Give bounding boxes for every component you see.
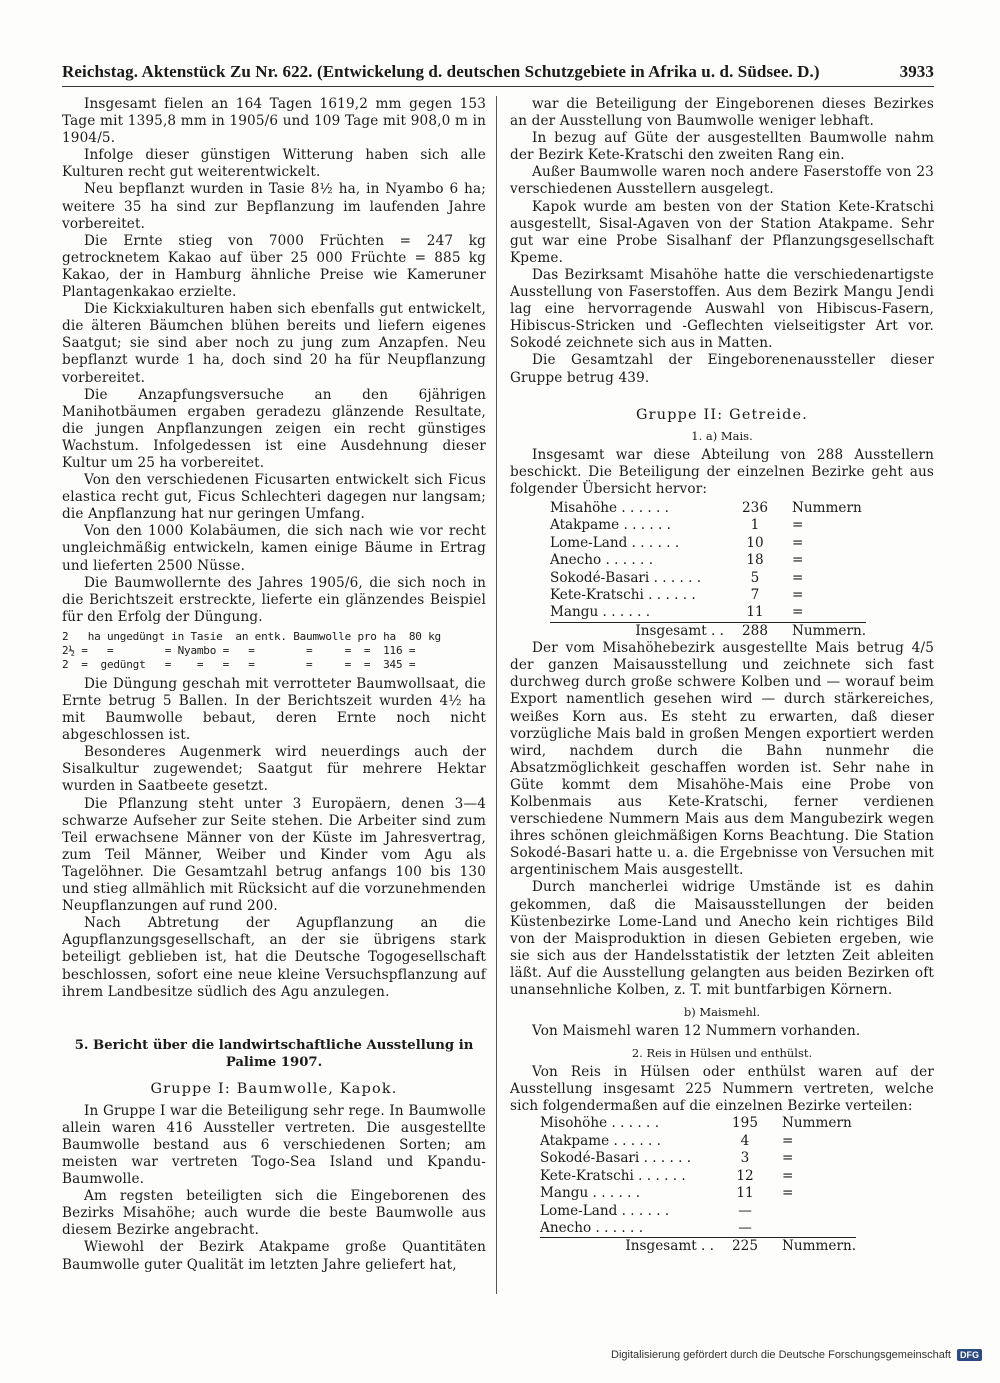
count: 11 — [746, 604, 764, 621]
total-label: Insgesamt . . — [625, 1238, 714, 1255]
district-name: Kete-Kratschi . . . . . . — [550, 586, 696, 603]
district-name: Anecho . . . . . . — [540, 1219, 644, 1236]
reis-table — [540, 1115, 856, 1255]
table-row — [540, 1185, 856, 1202]
paragraph: Kapok wurde am besten von der Station Kete-Kratschi ausgestellt, Sisal-Agaven von der Station Atakpame. Sehr gut war eine Probe Sisalhanf der Pflanzungsgesellschaft Kpeme. — [510, 198, 934, 266]
subheading-reis: 2. Reis in Hülsen und enthülst. — [631, 1046, 813, 1061]
paragraph: Insgesamt fielen an 164 Tagen 1619,2 mm gegen 153 Tage mit 1395,8 mm in 1905/6 und 109 Tage mit 908,0 m in 1904/5. — [62, 96, 486, 147]
unit: = — [782, 1185, 794, 1202]
count: 4 — [740, 1132, 750, 1149]
table-row — [550, 587, 866, 604]
table-row — [540, 1150, 856, 1167]
paragraph: Die Düngung geschah mit verrotteter Baumwollsaat, die Ernte betrug 5 Ballen. In der Berichtszeit wurden 4½ ha mit Baumwolle bebaut, deren Ernte noch nicht abgeschlossen ist. — [62, 675, 486, 744]
dfg-logo: DFG — [957, 1349, 982, 1361]
table-row — [550, 604, 866, 621]
left-column — [62, 96, 486, 1274]
paragraph: Das Bezirksamt Misahöhe hatte die verschiedenartigste Ausstellung von Faserstoffen. Aus dem Bezirk Mangu Jendi lag eine hervorragende Auswahl von Hibiscus-Fasern, Hibiscus-Stricken und -Geflechten vielseitigster Art vor. Sokodé zeichnete sich aus in Matten. — [510, 266, 934, 352]
unit: = — [792, 604, 804, 621]
unit: = — [792, 517, 804, 534]
header-rule — [62, 86, 934, 87]
group2-title: Gruppe II: Getreide. — [635, 406, 809, 423]
district-name: Atakpame . . . . . . — [550, 517, 671, 534]
group1-title: Gruppe I: Baumwolle, Kapok. — [150, 1080, 398, 1097]
section-title: 5. Bericht über die landwirtschaftliche Ausstellung in Palime 1907. — [74, 1037, 474, 1070]
count: 12 — [736, 1167, 754, 1184]
yield-line: 2 ha ungedüngt in Tasie an entk. Baumwolle pro ha 80 kg — [62, 629, 441, 643]
paragraph: Die Gesamtzahl der Eingeborenenaussteller dieser Gruppe betrug 439. — [510, 352, 934, 386]
paragraph: In Gruppe I war die Beteiligung sehr rege. In Baumwolle allein waren 416 Aussteller vertreten. Die ausgestellte Baumwolle bestand aus 6 verschiedenen Sorten; am meisten war vertreten Togo-Sea Island und Kpandu-Baumwolle. — [62, 1102, 486, 1188]
table-row — [550, 535, 866, 552]
subheading-maismehl: b) Maismehl. — [683, 1005, 761, 1020]
district-name: Misahöhe . . . . . . — [550, 499, 669, 516]
unit: = — [782, 1132, 794, 1149]
table-row — [550, 552, 866, 569]
total-count: 288 — [742, 622, 768, 639]
paragraph: In bezug auf Güte der ausgestellten Baumwolle nahm der Bezirk Kete-Kratschi den zweiten Rang ein. — [510, 130, 934, 164]
table-row — [540, 1220, 856, 1237]
table-row — [550, 517, 866, 534]
paragraph: Von den verschiedenen Ficusarten entwickelt sich Ficus elastica recht gut, Ficus Schlechteri dagegen nur langsam; die Anpflanzung hat nur geringen Umfang. — [62, 472, 486, 523]
paragraph: Durch mancherlei widrige Umstände ist es dahin gekommen, daß die Maisausstellungen der beiden Küstenbezirke Lome-Land und Anecho kein richtiges Bild von der Maisproduktion in diesen Gebieten ergeben, wie sie sich aus der Handelsstatistik der letzten Zeit ableiten läßt. Auf die Ausstellung gelangten aus beiden Bezirken oft unansehnliche Kolben, z. T. mit buntfarbigen Körnern. — [510, 879, 934, 998]
group1-paragraphs — [62, 1103, 486, 1274]
total-label: Insgesamt . . — [635, 622, 724, 639]
right-column — [510, 96, 934, 1256]
district-name: Anecho . . . . . . — [550, 552, 654, 569]
column-divider — [496, 96, 497, 1294]
unit: = — [792, 552, 804, 569]
paragraph: Nach Abtretung der Agupflanzung an die Agupflanzungsgesellschaft, an der sie übrigens stark beteiligt geblieben ist, hat die Deutsche Togogesellschaft beschlossen, sofort eine neue kleine Versuchspflanzung auf ihrem Landbesitze südlich des Agu anzulegen. — [62, 915, 486, 1000]
count: — — [738, 1219, 752, 1236]
footer-text: Digitalisierung gefördert durch die Deutsche Forschungsgemeinschaft — [611, 1349, 951, 1361]
running-title: Reichstag. Aktenstück Zu Nr. 622. (Entwickelung d. deutschen Schutzgebiete in Afrika u. d. Südsee. D.) — [62, 62, 820, 81]
mais-intro: Insgesamt war diese Abteilung von 288 Ausstellern beschickt. Die Beteiligung der einzelnen Bezirke geht aus folgender Übersicht hervor: — [510, 446, 934, 497]
unit: Nummern — [782, 1115, 852, 1132]
paragraph: Der vom Misahöhebezirk ausgestellte Mais betrug 4/5 der ganzen Maisausstellung und zeichnete sich fast durchweg durch große schwere Kolben und — worauf beim Export namentlich gesehen wird — durch stärkereiches, weißes Korn aus. Es steht zu erwarten, daß dieser vorzügliche Mais bald in großen Mengen exportiert werden wird, nachdem durch die Bahn nunmehr die Absatzmöglichkeit geschaffen worden ist. Sehr nahe in Güte kommt dem Misahöhe-Mais eine Probe von Kolbenmais aus Kete-Kratschi, ferner verdienen verschiedene Nummern Mais aus dem Mangubezirk wegen ihres schönen gleichmäßigen Korns Beachtung. Die Station Sokodé-Basari hatte u. a. die Ergebnisse von Versuchen mit argentinischem Mais ausgestellt. — [510, 640, 934, 879]
total-unit: Nummern. — [792, 622, 867, 639]
paragraph: Die Anzapfungsversuche an den 6jährigen Manihotbäumen ergaben geradezu glänzende Resultate, die jungen Anpflanzungen zeigen ein recht günstiges Wachstum. Infolgedessen ist eine Ausdehnung dieser Kultur um 25 ha vorbereitet. — [62, 386, 486, 471]
maismehl-text: Von Maismehl waren 12 Nummern vorhanden. — [532, 1023, 861, 1040]
paragraph: war die Beteiligung der Eingeborenen dieses Bezirkes an der Ausstellung von Baumwolle weniger lebhaft. — [510, 96, 934, 130]
paragraph: Die Ernte stieg von 7000 Früchten = 247 kg getrocknetem Kakao auf über 25 000 Früchte = 885 kg Kakao, der in Hamburg ähnliche Preise wie Kameruner Plantagenkakao erzielte. — [62, 232, 486, 301]
left-paragraphs-top — [62, 96, 486, 626]
district-name: Misohöhe . . . . . . — [540, 1115, 660, 1132]
table-row — [550, 570, 866, 587]
paragraph: Am regsten beteiligten sich die Eingeborenen des Bezirks Misahöhe; auch wurde die beste Baumwolle aus diesem Bezirke angebracht. — [62, 1188, 486, 1239]
unit: = — [792, 534, 804, 551]
unit: = — [792, 586, 804, 603]
unit: = — [782, 1150, 794, 1167]
district-name: Lome-Land . . . . . . — [550, 534, 680, 551]
district-name: Sokodé-Basari . . . . . . — [550, 569, 702, 586]
paragraph: Wiewohl der Bezirk Atakpame große Quantitäten Baumwolle guter Qualität im letzten Jahre geliefert hat, — [62, 1239, 486, 1273]
table-row — [550, 500, 866, 517]
yield-line: 2 = gedüngt = = = = = = = 345 = — [62, 657, 416, 671]
unit: = — [782, 1167, 794, 1184]
count: 11 — [736, 1185, 754, 1202]
district-name: Atakpame . . . . . . — [540, 1132, 661, 1149]
mais-table — [550, 500, 866, 640]
count: 1 — [750, 517, 760, 534]
paragraph: Neu bepflanzt wurden in Tasie 8½ ha, in Nyambo 6 ha; weitere 35 ha sind zur Bepflanzung im laufenden Jahre vorbereitet. — [62, 181, 486, 232]
yield-table — [62, 630, 486, 672]
unit: Nummern — [792, 499, 862, 516]
paragraph: Außer Baumwolle waren noch andere Faserstoffe von 23 verschiedenen Ausstellern ausgelegt. — [510, 164, 934, 198]
table-row — [540, 1115, 856, 1132]
right-paragraphs-top — [510, 96, 934, 387]
subheading-mais: 1. a) Mais. — [691, 428, 753, 443]
paragraph: Infolge dieser günstigen Witterung haben sich alle Kulturen recht gut weiterentwickelt. — [62, 147, 486, 181]
count: 18 — [746, 552, 764, 569]
count: 236 — [742, 499, 768, 516]
count: 7 — [750, 586, 760, 603]
paragraph: Die Kickxiakulturen haben sich ebenfalls gut entwickelt, die älteren Bäumchen blühen bereits und liefern eigenes Saatgut; sie sind aber noch zu jung zum Anzapfen. Neu bepflanzt wurde 1 ha, doch sind 20 ha für Neupflanzung vorbereitet. — [62, 301, 486, 386]
total-row — [540, 1238, 856, 1255]
page-number: 3933 — [899, 62, 934, 81]
count: — — [738, 1202, 752, 1219]
paragraph: Die Baumwollernte des Jahres 1905/6, die sich noch in die Berichtszeit erstreckte, lieferte ein glänzendes Beispiel für den Erfolg der Düngung. — [62, 574, 486, 625]
district-name: Lome-Land . . . . . . — [540, 1202, 670, 1219]
total-unit: Nummern. — [782, 1238, 857, 1255]
paragraph: Die Pflanzung steht unter 3 Europäern, denen 3—4 schwarze Aufseher zur Seite stehen. Die Arbeiter sind zum Teil erwachsene Männer von der Küste im Jahresvertrag, zum Teil Männer, Weiber und Kinder vom Agu als Tagelöhner. Die Gesamtzahl betrug anfangs 100 bis 130 und stieg allmählich mit Rücksicht auf die vorzunehmenden Neupflanzungen auf rund 200. — [62, 795, 486, 915]
footer — [611, 1349, 982, 1361]
unit — [770, 1203, 856, 1220]
total-row — [550, 623, 866, 640]
table-row — [540, 1168, 856, 1185]
district-name: Kete-Kratschi . . . . . . — [540, 1167, 686, 1184]
paragraph: Von den 1000 Kolabäumen, die sich nach wie vor recht ungleichmäßig entwickeln, kamen einige Bäume in Ertrag und lieferten 2500 Nüsse. — [62, 523, 486, 574]
reis-intro: Von Reis in Hülsen oder enthülst waren auf der Ausstellung insgesamt 225 Nummern vertreten, welche sich folgendermaßen auf die einzelnen Bezirke verteilen: — [510, 1064, 934, 1115]
yield-line: 2½ = = = Nyambo = = = = = 116 = — [62, 643, 416, 657]
mais-paragraphs — [510, 640, 934, 999]
left-paragraphs-bottom — [62, 676, 486, 1001]
count: 195 — [732, 1115, 758, 1132]
unit — [770, 1220, 856, 1237]
table-row — [540, 1133, 856, 1150]
paragraph: Besonderes Augenmerk wird neuerdings auch der Sisalkultur zugewendet; Saatgut für mehrere Hektar wurden in Saatbeete gesetzt. — [62, 744, 486, 795]
district-name: Mangu . . . . . . — [540, 1185, 641, 1202]
table-row — [540, 1203, 856, 1220]
district-name: Mangu . . . . . . — [550, 604, 651, 621]
total-count: 225 — [732, 1238, 758, 1255]
count: 10 — [746, 534, 764, 551]
count: 3 — [740, 1150, 750, 1167]
district-name: Sokodé-Basari . . . . . . — [540, 1150, 692, 1167]
count: 5 — [750, 569, 760, 586]
unit: = — [792, 569, 804, 586]
page-header — [62, 62, 934, 82]
